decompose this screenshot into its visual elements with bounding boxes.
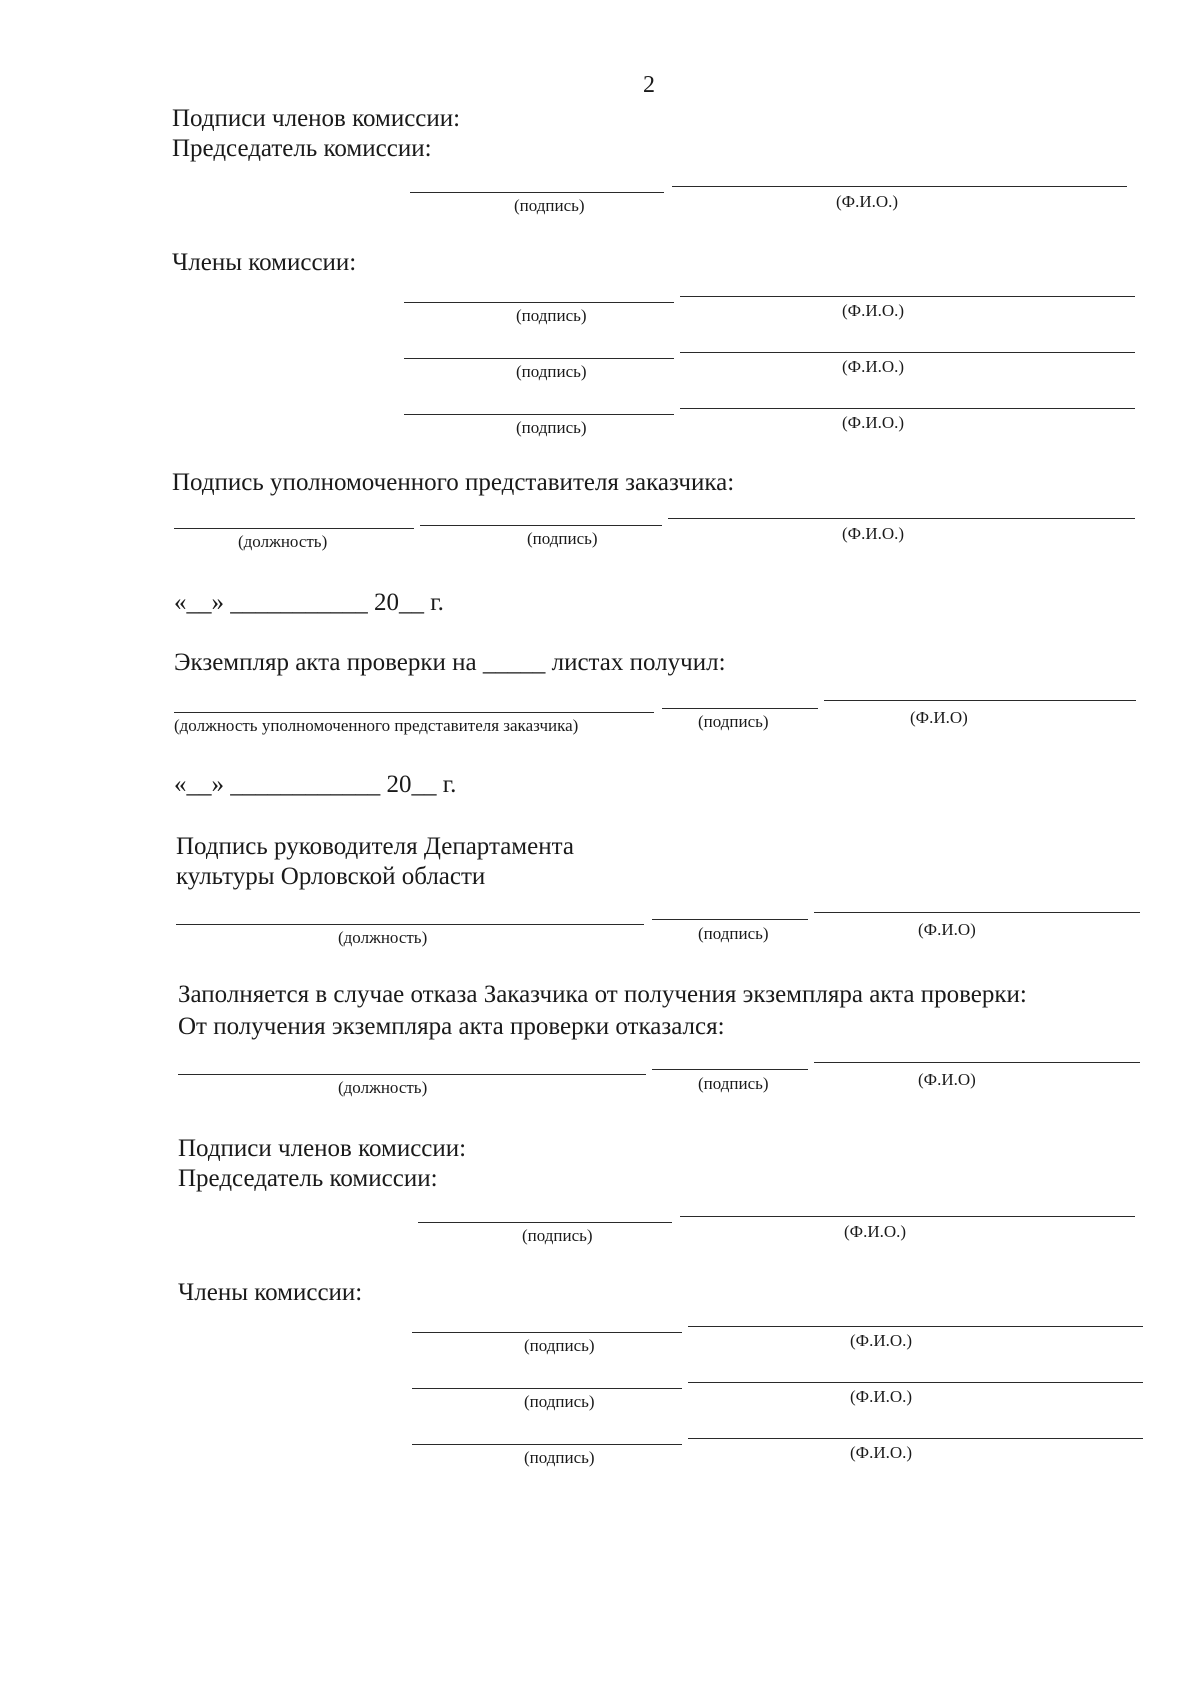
refusal-signature-caption: (подпись)	[698, 1074, 769, 1093]
member-2-2-name-caption: (Ф.И.О.)	[850, 1387, 913, 1406]
member-3-name-line[interactable]	[680, 408, 1135, 409]
date-2-month[interactable]: ____________	[230, 771, 381, 798]
members-label-2: Члены комиссии:	[178, 1279, 363, 1306]
customer-rep-name-line[interactable]	[668, 518, 1135, 519]
refusal-name-caption: (Ф.И.О)	[918, 1070, 976, 1089]
member-2-name-caption: (Ф.И.О.)	[842, 357, 905, 376]
members-label: Члены комиссии:	[172, 249, 357, 276]
member-3-signature-caption: (подпись)	[516, 418, 587, 437]
head-signature-label-line1: Подпись руководителя Департамента	[176, 833, 574, 860]
member-2-2-signature-caption: (подпись)	[524, 1392, 595, 1411]
page-number: 2	[643, 72, 655, 98]
date-1-day[interactable]: «__»	[174, 589, 224, 616]
commission-signatures-title-2: Подписи членов комиссии:	[178, 1135, 467, 1162]
member-2-signature-caption: (подпись)	[516, 362, 587, 381]
copy-received-name-line[interactable]	[824, 700, 1136, 701]
head-signature-line[interactable]	[652, 919, 808, 920]
date-1-year[interactable]: 20__	[374, 589, 424, 616]
date-1-year-suffix: г.	[430, 589, 444, 616]
date-2-year-suffix: г.	[442, 771, 457, 798]
member-1-signature-caption: (подпись)	[516, 306, 587, 325]
date-2-year[interactable]: 20__	[386, 771, 437, 798]
member-2-1-signature-caption: (подпись)	[524, 1336, 595, 1355]
member-2-signature-line[interactable]	[404, 358, 674, 359]
customer-rep-signature-line[interactable]	[420, 525, 662, 526]
member-3-name-caption: (Ф.И.О.)	[842, 413, 905, 432]
member-2-3-name-caption: (Ф.И.О.)	[850, 1443, 913, 1462]
member-2-2-signature-line[interactable]	[412, 1388, 682, 1389]
customer-rep-position-caption: (должность)	[238, 532, 328, 551]
member-2-2-name-line[interactable]	[688, 1382, 1143, 1383]
copy-received-signature-line[interactable]	[662, 708, 818, 709]
chairman-2-signature-line[interactable]	[418, 1222, 672, 1223]
date-2	[174, 770, 456, 800]
copy-received-signature-caption: (подпись)	[698, 712, 769, 731]
commission-signatures-title: Подписи членов комиссии:	[172, 105, 461, 132]
refusal-label: От получения экземпляра акта проверки отказался:	[178, 1013, 725, 1040]
member-1-name-caption: (Ф.И.О.)	[842, 301, 905, 320]
copy-received-label-part2: листах получил:	[551, 649, 726, 676]
head-position-line[interactable]	[176, 924, 644, 925]
head-signature-label-line2: культуры Орловской области	[176, 863, 486, 890]
chairman-2-signature-caption: (подпись)	[522, 1226, 593, 1245]
chairman-name-caption: (Ф.И.О.)	[836, 192, 899, 211]
date-2-day[interactable]: «__»	[174, 771, 224, 798]
member-2-3-signature-line[interactable]	[412, 1444, 682, 1445]
member-2-1-name-line[interactable]	[688, 1326, 1143, 1327]
date-1	[174, 588, 444, 618]
head-name-caption: (Ф.И.О)	[918, 920, 976, 939]
member-2-name-line[interactable]	[680, 352, 1135, 353]
chairman-name-line[interactable]	[672, 186, 1127, 187]
chairman-signature-caption: (подпись)	[514, 196, 585, 215]
member-2-1-signature-line[interactable]	[412, 1332, 682, 1333]
date-1-month[interactable]: ___________	[230, 589, 368, 616]
member-2-1-name-caption: (Ф.И.О.)	[850, 1331, 913, 1350]
member-1-name-line[interactable]	[680, 296, 1135, 297]
copy-received-name-caption: (Ф.И.О)	[910, 708, 968, 727]
head-position-caption: (должность)	[338, 928, 428, 947]
chairman-label: Председатель комиссии:	[172, 135, 432, 162]
member-1-signature-line[interactable]	[404, 302, 674, 303]
refusal-position-caption: (должность)	[338, 1078, 428, 1097]
refusal-signature-line[interactable]	[652, 1069, 808, 1070]
customer-rep-label: Подпись уполномоченного представителя заказчика:	[172, 469, 735, 496]
refusal-note: Заполняется в случае отказа Заказчика от получения экземпляра акта проверки:	[178, 981, 1027, 1008]
copy-received-label	[174, 648, 726, 678]
copy-received-position-caption: (должность уполномоченного представителя заказчика)	[174, 716, 579, 735]
refusal-name-line[interactable]	[814, 1062, 1140, 1063]
chairman-2-name-caption: (Ф.И.О.)	[844, 1222, 907, 1241]
chairman-2-name-line[interactable]	[680, 1216, 1135, 1217]
refusal-position-line[interactable]	[178, 1074, 646, 1075]
head-name-line[interactable]	[814, 912, 1140, 913]
customer-rep-signature-caption: (подпись)	[527, 529, 598, 548]
chairman-label-2: Председатель комиссии:	[178, 1165, 438, 1192]
copy-received-label-part1: Экземпляр акта проверки на	[174, 649, 477, 676]
customer-rep-name-caption: (Ф.И.О.)	[842, 524, 905, 543]
member-2-3-signature-caption: (подпись)	[524, 1448, 595, 1467]
member-2-3-name-line[interactable]	[688, 1438, 1143, 1439]
chairman-signature-line[interactable]	[410, 192, 664, 193]
customer-rep-position-line[interactable]	[174, 528, 414, 529]
copy-received-position-line[interactable]	[174, 712, 654, 713]
copy-received-sheets-blank[interactable]: _____	[482, 649, 546, 676]
head-signature-caption: (подпись)	[698, 924, 769, 943]
member-3-signature-line[interactable]	[404, 414, 674, 415]
